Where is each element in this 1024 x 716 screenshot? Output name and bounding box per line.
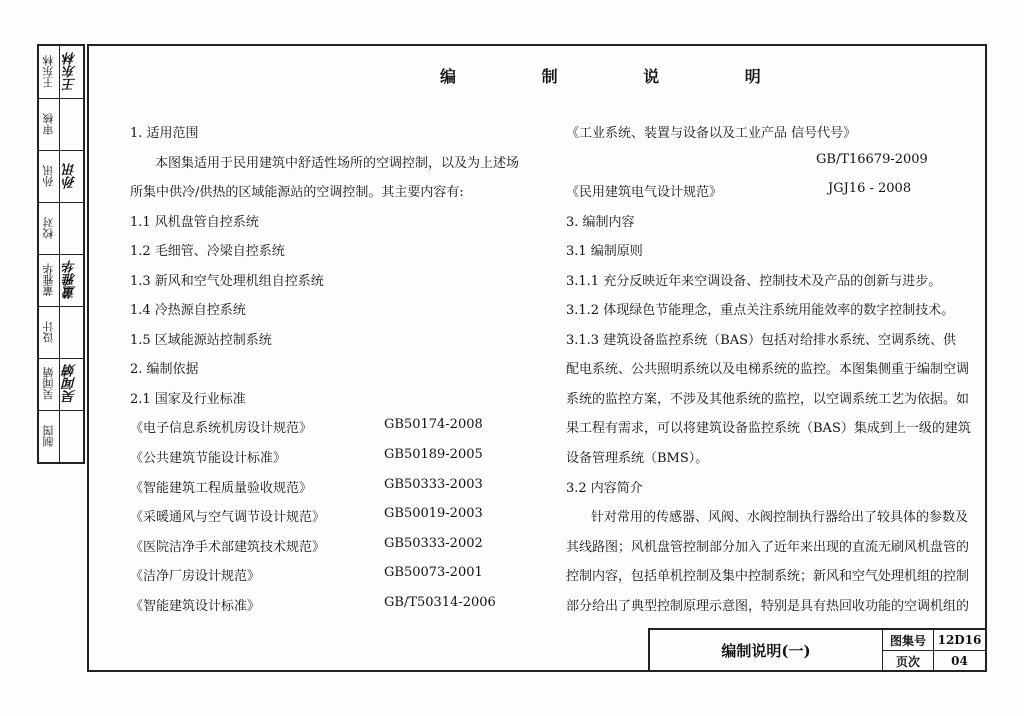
role-review: 审核 bbox=[42, 113, 55, 135]
standard-code: GB50174-2008 bbox=[384, 417, 483, 432]
paragraph-line: 设备管理系统（BMS）。 bbox=[566, 451, 709, 466]
paragraph-line: 控制内容，包括单机控制及集中控制系统；新风和空气处理机组的控制 bbox=[566, 569, 970, 584]
section-3-heading: 3. 编制内容 bbox=[566, 215, 635, 230]
section-1-heading: 1. 适用范围 bbox=[130, 126, 199, 141]
standard-code: GB50073-2001 bbox=[384, 565, 483, 580]
paragraph-line: 3.1.3 建筑设备监控系统（BAS）包括对给排水系统、空调系统、供 bbox=[566, 333, 957, 348]
paragraph-line: 3.1.2 体现绿色节能理念，重点关注系统用能效率的数字控制技术。 bbox=[566, 303, 955, 318]
designer-name: 董雅华 bbox=[42, 263, 55, 297]
role-check: 校对 bbox=[42, 217, 55, 239]
paragraph-line: 部分给出了典型控制原理示意图，特别是具有热回收功能的空调机组的 bbox=[566, 599, 970, 614]
reviewer-signature: 王东林 bbox=[63, 52, 79, 92]
paragraph-line: 系统的监控方案，不涉及其他系统的监控，以空调系统工艺为依据。如 bbox=[566, 392, 970, 407]
standard-code: GB50019-2003 bbox=[384, 506, 483, 521]
subsection-heading: 3.2 内容简介 bbox=[566, 481, 643, 496]
standard-name: 《智能建筑设计标准》 bbox=[130, 599, 261, 614]
standard-name: 《公共建筑节能设计标准》 bbox=[130, 451, 287, 466]
standard-code: GB/T16679-2009 bbox=[816, 152, 928, 167]
section-2-heading: 2. 编制依据 bbox=[130, 362, 199, 377]
list-item: 1.5 区域能源站控制系统 bbox=[130, 333, 272, 348]
paragraph-line: 本图集适用于民用建筑中舒适性场所的空调控制，以及为上述场 bbox=[155, 156, 520, 171]
page-number-value: 04 bbox=[951, 654, 968, 668]
title-block bbox=[648, 628, 987, 672]
atlas-number-label: 图集号 bbox=[883, 630, 934, 651]
subsection-heading: 2.1 国家及行业标准 bbox=[130, 392, 246, 407]
subsection-heading: 3.1 编制原则 bbox=[566, 244, 643, 259]
paragraph-line: 其线路图；风机盘管控制部分加入了近年来出现的直流无刷风机盘管的 bbox=[566, 540, 970, 555]
standard-code: GB50189-2005 bbox=[384, 447, 483, 462]
standard-name: 《智能建筑工程质量验收规范》 bbox=[130, 481, 313, 496]
drafter-signature: 吴闻婧 bbox=[63, 364, 79, 404]
checker-name: 孙讯 bbox=[42, 165, 55, 187]
paragraph-line: 3.1.1 充分反映近年来空调设备、控制技术及产品的创新与进步。 bbox=[566, 274, 942, 289]
role-design: 设计 bbox=[42, 321, 55, 343]
standard-name: 《民用建筑电气设计规范》 bbox=[566, 185, 723, 200]
standard-code: GB/T50314-2006 bbox=[384, 595, 496, 610]
standard-name: 《工业系统、装置与设备以及工业产品 信号代号》 bbox=[566, 126, 857, 141]
page-title: 编 制 说 明 bbox=[440, 67, 801, 86]
paragraph-line: 配电系统、公共照明系统以及电梯系统的监控。本图集侧重于编制空调 bbox=[566, 362, 970, 377]
list-item: 1.3 新风和空气处理机组自控系统 bbox=[130, 274, 324, 289]
page-number-label: 页次 bbox=[883, 651, 934, 671]
drafter-name: 吴闻婧 bbox=[42, 367, 55, 401]
standard-name: 《电子信息系统机房设计规范》 bbox=[130, 421, 313, 436]
standard-name: 《采暖通风与空气调节设计规范》 bbox=[130, 510, 326, 525]
paragraph-line: 针对常用的传感器、风阀、水阀控制执行器给出了较具体的参数及 bbox=[591, 510, 969, 525]
list-item: 1.1 风机盘管自控系统 bbox=[130, 215, 259, 230]
role-draft: 制图 bbox=[42, 425, 55, 447]
signature-panel bbox=[37, 44, 85, 464]
reviewer-name: 王东林 bbox=[42, 55, 55, 89]
standard-code: GB50333-2002 bbox=[384, 536, 483, 551]
paragraph-line: 果工程有需求，可以将建筑设备监控系统（BAS）集成到上一级的建筑 bbox=[566, 421, 971, 436]
sheet-title: 编制说明(一) bbox=[650, 630, 883, 670]
standard-name: 《洁净厂房设计规范》 bbox=[130, 569, 261, 584]
designer-signature: 董雅华 bbox=[63, 260, 79, 300]
standard-code: JGJ16 - 2008 bbox=[828, 181, 912, 196]
standard-name: 《医院洁净手术部建筑技术规范》 bbox=[130, 540, 326, 555]
checker-signature: 孙讯 bbox=[63, 163, 79, 189]
list-item: 1.4 冷热源自控系统 bbox=[130, 303, 246, 318]
standard-code: GB50333-2003 bbox=[384, 477, 483, 492]
paragraph-line: 所集中供冷/供热的区域能源站的空调控制。其主要内容有: bbox=[130, 185, 464, 200]
list-item: 1.2 毛细管、冷梁自控系统 bbox=[130, 244, 285, 259]
atlas-number-value: 12D16 bbox=[934, 630, 985, 651]
